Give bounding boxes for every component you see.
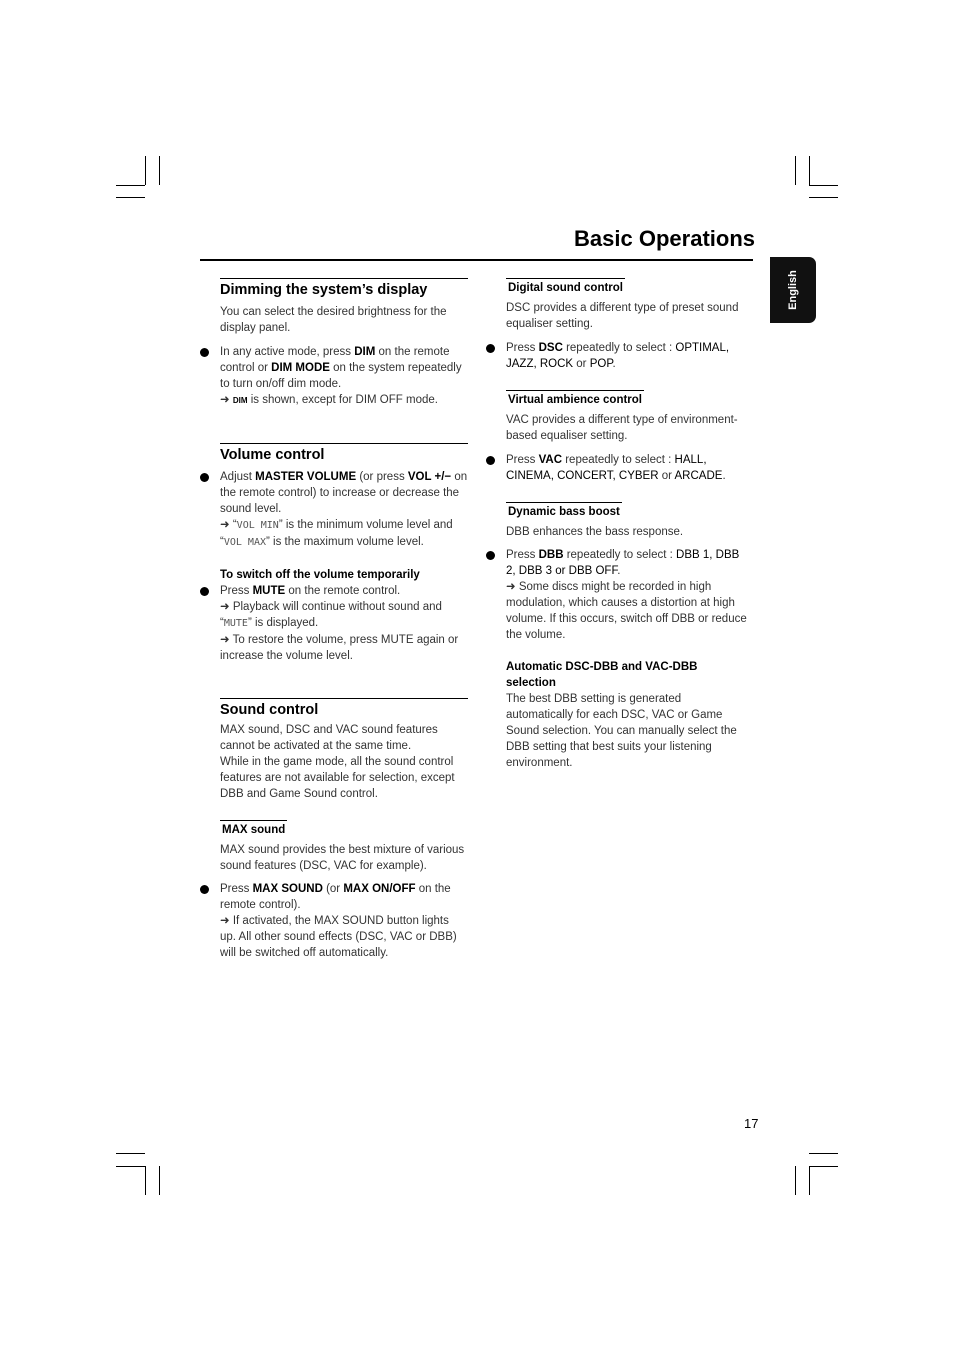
key-dim: DIM xyxy=(354,346,376,358)
key-vol: VOL +/− xyxy=(407,471,452,483)
text: Press xyxy=(506,549,539,561)
crop-mark xyxy=(116,185,145,186)
dim-section xyxy=(220,278,468,409)
sound-section xyxy=(220,698,468,961)
vac-bullet xyxy=(506,452,750,484)
max-bullet xyxy=(220,881,468,961)
dsc-options: OPTIMAL, JAZZ, ROCK xyxy=(506,342,730,370)
vac-section xyxy=(506,390,750,484)
sound-heading: Sound control xyxy=(220,698,468,718)
crop-mark xyxy=(795,156,796,185)
text: on the remote control) to increase or decrease the sound level. xyxy=(220,471,468,515)
mute-bullet xyxy=(220,583,468,664)
volume-bullet xyxy=(220,469,468,551)
vac-heading: Virtual ambience control xyxy=(506,390,644,408)
text: Adjust xyxy=(220,471,256,483)
crop-mark xyxy=(116,1166,145,1167)
crop-mark xyxy=(116,197,145,198)
key-vac: VAC xyxy=(538,454,563,466)
text: If activated, the MAX SOUND button lights up. All other sound effects (DSC, VAC or DBB) will be switched off automatically. xyxy=(220,915,457,959)
text: “ xyxy=(229,519,237,531)
bullet-dot xyxy=(486,551,495,560)
auto-section xyxy=(506,659,750,771)
text: on the remote control or xyxy=(220,346,450,374)
lcd-vol-min: VOL MIN xyxy=(236,520,279,531)
text: Press xyxy=(220,585,253,597)
text: . xyxy=(722,470,726,482)
dim-intro: You can select the desired brightness for the display panel. xyxy=(220,306,447,334)
auto-heading: Automatic DSC-DBB and VAC-DBB selection xyxy=(506,661,698,689)
bullet-dot xyxy=(200,473,209,482)
dsc-heading: Digital sound control xyxy=(506,278,625,296)
bullet-dot xyxy=(200,348,209,357)
text: Press xyxy=(506,454,539,466)
arrow-icon: ➜ xyxy=(220,394,230,406)
volume-heading: Volume control xyxy=(220,443,468,463)
language-tab-label: English xyxy=(787,270,799,310)
text: . xyxy=(612,358,616,370)
crop-mark xyxy=(159,1166,160,1195)
bullet-dot xyxy=(486,344,495,353)
max-intro: MAX sound provides the best mixture of various sound features (DSC, VAC for example). xyxy=(220,844,465,872)
bullet-dot xyxy=(200,587,209,596)
text: In any active mode, press xyxy=(220,346,355,358)
text: Some discs might be recorded in high modulation, which causes a distortion at high volume. If this occurs, switch off DBB or reduce the volume. xyxy=(506,581,747,641)
dsc-option-pop: POP xyxy=(589,358,613,370)
text: Press xyxy=(220,883,253,895)
lcd-vol-max: VOL MAX xyxy=(223,537,266,548)
text: . xyxy=(617,565,621,577)
auto-text: The best DBB setting is generated automatically for each DSC, VAC or Game Sound selection. You can manually select the DBB setting that best suits your listening environment. xyxy=(506,693,737,769)
text: repeatedly to select : xyxy=(562,454,675,466)
crop-mark xyxy=(809,185,838,186)
page-title: Basic Operations xyxy=(574,226,755,251)
key-dim-mode: DIM MODE xyxy=(271,362,330,374)
page-number: 17 xyxy=(744,1116,759,1131)
volume-section xyxy=(220,443,468,664)
dim-indicator: DIM xyxy=(232,396,248,405)
text: Press xyxy=(506,342,539,354)
vac-intro: VAC provides a different type of environment-based equaliser setting. xyxy=(506,414,738,442)
text: (or press xyxy=(356,471,408,483)
dbb-section xyxy=(506,502,750,643)
text: or xyxy=(573,358,590,370)
text: To restore the volume, press MUTE again or increase the volume level. xyxy=(220,634,459,662)
crop-mark xyxy=(795,1166,796,1195)
text: (or xyxy=(322,883,344,895)
arrow-icon: ➜ xyxy=(506,581,516,593)
crop-mark xyxy=(809,197,838,198)
arrow-icon: ➜ xyxy=(220,634,230,646)
arrow-icon: ➜ xyxy=(220,519,230,531)
dsc-bullet xyxy=(506,340,750,372)
text: on the system repeatedly to turn on/off dim mode. xyxy=(220,362,462,390)
vac-option-arcade: ARCADE xyxy=(674,470,723,482)
text: on the remote control. xyxy=(285,585,401,597)
text: ” is the maximum volume level. xyxy=(266,536,424,548)
dbb-intro: DBB enhances the bass response. xyxy=(506,526,684,538)
vac-options: HALL, CINEMA, CONCERT, CYBER xyxy=(506,454,707,482)
key-max-sound: MAX SOUND xyxy=(252,883,323,895)
text: ” is displayed. xyxy=(247,617,319,629)
dsc-intro: DSC provides a different type of preset sound equaliser setting. xyxy=(506,302,739,330)
key-dbb: DBB xyxy=(538,549,564,561)
bullet-dot xyxy=(486,456,495,465)
crop-mark xyxy=(116,1153,145,1154)
dsc-section xyxy=(506,278,750,372)
crop-mark xyxy=(145,1166,146,1195)
text: repeatedly to select : xyxy=(563,549,677,561)
dim-heading: Dimming the system’s display xyxy=(220,278,468,298)
text: on the remote control). xyxy=(220,883,451,911)
text: or xyxy=(658,470,675,482)
text: is shown, except for DIM OFF mode. xyxy=(247,394,438,406)
dbb-bullet xyxy=(506,547,750,643)
text: Playback will continue without sound and “ xyxy=(220,601,442,629)
bullet-dot xyxy=(200,885,209,894)
mute-subheading: To switch off the volume temporarily xyxy=(220,569,420,581)
crop-mark xyxy=(809,156,810,185)
key-max-on-off: MAX ON/OFF xyxy=(343,883,416,895)
sound-p2: While in the game mode, all the sound control features are not available for selection, except DBB and Game Sound control. xyxy=(220,756,455,800)
title-rule xyxy=(200,259,753,261)
dim-bullet xyxy=(220,344,468,409)
crop-mark xyxy=(809,1166,810,1195)
crop-mark xyxy=(809,1166,838,1167)
dbb-options: DBB 1, DBB 2, DBB 3 or DBB OFF xyxy=(506,549,740,577)
language-tab xyxy=(770,257,816,323)
text: repeatedly to select : xyxy=(562,342,676,354)
crop-mark xyxy=(145,156,146,185)
arrow-icon: ➜ xyxy=(220,601,230,613)
max-heading: MAX sound xyxy=(220,820,287,838)
right-column xyxy=(506,278,750,771)
key-dsc: DSC xyxy=(538,342,563,354)
crop-mark xyxy=(809,1153,838,1154)
crop-mark xyxy=(159,156,160,185)
left-column xyxy=(220,278,468,961)
sound-p1: MAX sound, DSC and VAC sound features cannot be activated at the same time. xyxy=(220,724,438,752)
text: ” is the minimum volume level and “ xyxy=(220,519,453,548)
key-master-volume: MASTER VOLUME xyxy=(255,471,357,483)
dbb-heading: Dynamic bass boost xyxy=(506,502,622,520)
arrow-icon: ➜ xyxy=(220,915,230,927)
lcd-mute: MUTE xyxy=(223,618,248,629)
key-mute: MUTE xyxy=(252,585,286,597)
